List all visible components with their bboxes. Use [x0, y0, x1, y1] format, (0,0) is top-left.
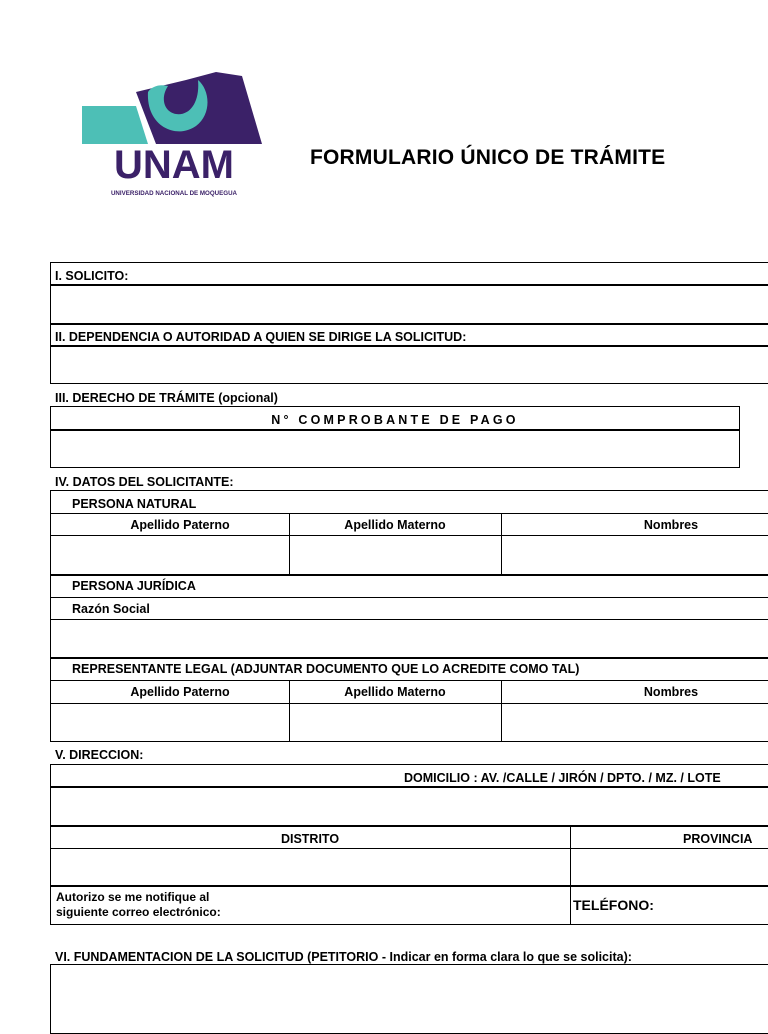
rep-apellido-paterno-field[interactable]	[51, 704, 289, 741]
natural-apellido-paterno-field[interactable]	[51, 536, 289, 574]
col-apellido-materno: Apellido Materno	[344, 685, 446, 699]
section-5-label: V. DIRECCION:	[55, 748, 144, 762]
section-4-label: IV. DATOS DEL SOLICITANTE:	[55, 475, 234, 489]
telefono-field[interactable]	[660, 887, 768, 924]
divider	[50, 574, 768, 576]
divider	[50, 657, 768, 659]
section-1-label: I. SOLICITO:	[55, 269, 129, 283]
comprobante-field[interactable]	[51, 431, 739, 467]
unam-logo	[76, 62, 270, 202]
col-nombres: Nombres	[643, 518, 699, 532]
persona-natural-label: PERSONA NATURAL	[72, 497, 197, 511]
fundamentacion-field[interactable]	[51, 966, 768, 1024]
autorizo-correo-label: Autorizo se me notifique al siguiente correo electrónico:	[56, 890, 221, 919]
col-nombres: Nombres	[643, 685, 699, 699]
logo-text: UNAM	[114, 143, 234, 187]
divider	[50, 597, 768, 598]
rep-nombres-field[interactable]	[502, 704, 768, 741]
divider	[50, 323, 768, 325]
col-apellido-materno: Apellido Materno	[344, 518, 446, 532]
natural-nombres-field[interactable]	[502, 536, 768, 574]
domicilio-label: DOMICILIO : AV. /CALLE / JIRÓN / DPTO. / MZ. / LOTE	[404, 771, 721, 785]
razon-social-label: Razón Social	[72, 602, 150, 616]
logo-teal-shape	[82, 106, 148, 144]
provincia-label: PROVINCIA	[683, 832, 753, 846]
section-2-label: II. DEPENDENCIA O AUTORIDAD A QUIEN SE DIRIGE LA SOLICITUD:	[55, 330, 467, 344]
distrito-label: DISTRITO	[280, 832, 340, 846]
divider	[50, 825, 768, 827]
comprobante-header: N° COMPROBANTE DE PAGO	[271, 413, 519, 427]
razon-social-field[interactable]	[51, 620, 768, 657]
solicito-field[interactable]	[51, 286, 768, 323]
divider	[50, 680, 768, 681]
domicilio-field[interactable]	[51, 788, 768, 825]
correo-field[interactable]	[260, 887, 570, 924]
distrito-field[interactable]	[51, 849, 570, 885]
persona-juridica-label: PERSONA JURÍDICA	[72, 579, 196, 593]
representante-legal-label: REPRESENTANTE LEGAL (ADJUNTAR DOCUMENTO QUE LO ACREDITE COMO TAL)	[72, 662, 580, 676]
rep-apellido-materno-field[interactable]	[290, 704, 501, 741]
provincia-field[interactable]	[571, 849, 768, 885]
natural-apellido-materno-field[interactable]	[290, 536, 501, 574]
col-apellido-paterno: Apellido Paterno	[130, 685, 230, 699]
dependencia-field[interactable]	[51, 347, 768, 383]
section-3-label: III. DERECHO DE TRÁMITE (opcional)	[55, 391, 278, 405]
form-title: FORMULARIO ÚNICO DE TRÁMITE	[310, 146, 666, 169]
telefono-label: TELÉFONO:	[573, 897, 654, 913]
divider	[50, 513, 768, 514]
section-6-label: VI. FUNDAMENTACION DE LA SOLICITUD (PETITORIO - Indicar en forma clara lo que se solicita):	[55, 950, 632, 964]
col-apellido-paterno: Apellido Paterno	[130, 518, 230, 532]
logo-subtitle: UNIVERSIDAD NACIONAL DE MOQUEGUA	[110, 190, 238, 197]
